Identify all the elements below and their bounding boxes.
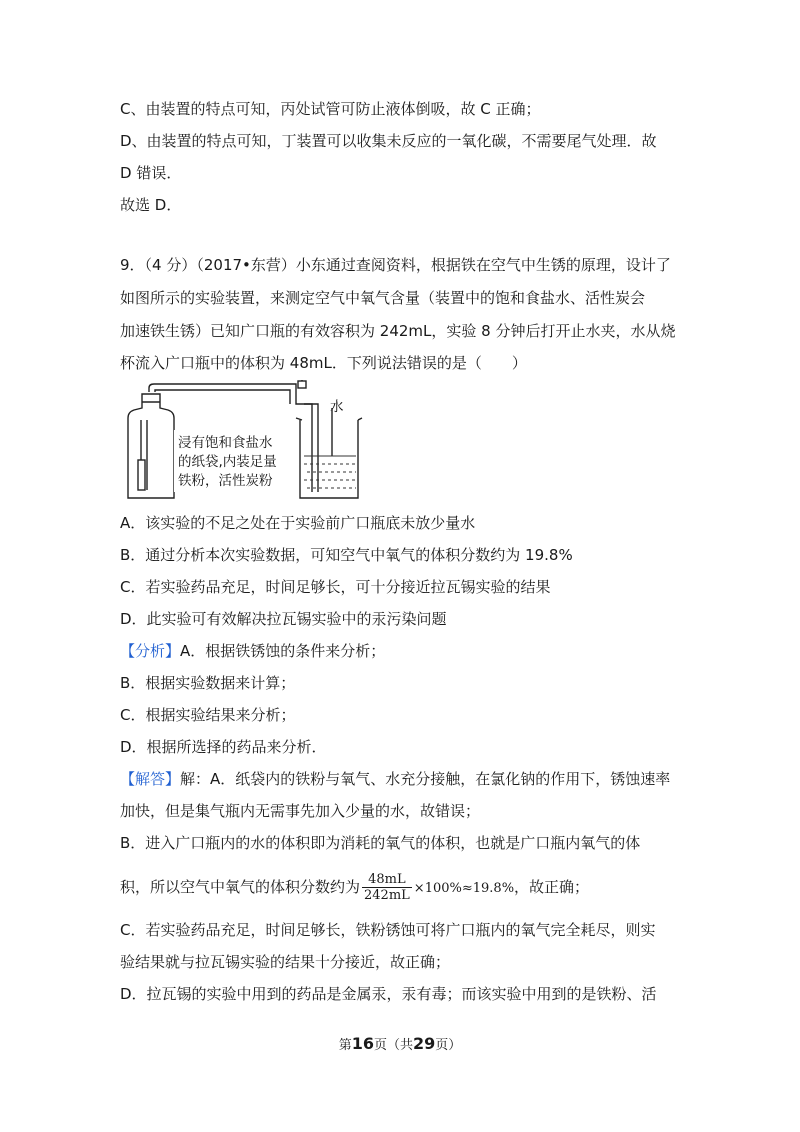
analysis-line-a: 【分析】A．根据铁锈蚀的条件来分析； — [120, 642, 386, 660]
answer-line-a1: 【解答】解：A．纸袋内的铁粉与氧气、水充分接触，在氯化钠的作用下，锈蚀速率 — [120, 770, 671, 788]
bag-label-3: 铁粉，活性炭粉 — [178, 473, 273, 489]
analysis-line-d: D．根据所选择的药品来分析． — [120, 738, 327, 756]
answer-line-b1: B．进入广口瓶内的水的体积即为消耗的氧气的体积，也就是广口瓶内氧气的体 — [120, 834, 641, 852]
answer-tag: 【解答】 — [120, 770, 181, 788]
water-label: 水 — [330, 399, 344, 415]
option-c: C．若实验药品充足，时间足够长，可十分接近拉瓦锡实验的结果 — [120, 578, 551, 596]
page-number: 16 — [351, 1034, 374, 1053]
analysis-line-b: B．根据实验数据来计算； — [120, 674, 296, 692]
apparatus-figure — [118, 380, 368, 505]
analysis-line-c: C．根据实验结果来分析； — [120, 706, 296, 724]
answer-line-c1: C．若实验药品充足，时间足够长，铁粉锈蚀可将广口瓶内的氧气完全耗尽，则实 — [120, 921, 656, 939]
answer-line-c2: 验结果就与拉瓦锡实验的结果十分接近，故正确； — [120, 953, 451, 971]
jar — [128, 394, 174, 498]
prev-choice: 故选 D． — [120, 196, 182, 214]
option-b: B．通过分析本次实验数据，可知空气中氧气的体积分数约为 19.8% — [120, 546, 573, 564]
answer-line-d1: D．拉瓦锡的实验中用到的药品是金属汞，汞有毒；而该实验中用到的是铁粉、活 — [120, 985, 657, 1003]
option-a: A．该实验的不足之处在于实验前广口瓶底未放少量水 — [120, 514, 476, 532]
analysis-tag: 【分析】 — [120, 642, 181, 660]
paper-bag — [138, 460, 145, 490]
answer-line-a2: 加快，但是集气瓶内无需事先加入少量的水，故错误； — [120, 802, 481, 820]
water-clamp — [298, 381, 306, 388]
prev-option-d-line2: D 错误． — [120, 164, 182, 182]
bag-label-1: 浸有饱和食盐水 — [178, 435, 273, 451]
question-line-2: 如图所示的实验装置，来测定空气中氧气含量（装置中的饱和食盐水、活性炭会 — [120, 289, 646, 307]
question-line-3: 加速铁生锈）已知广口瓶的有效容积为 242mL，实验 8 分钟后打开止水夹，水从烧 — [120, 322, 676, 340]
bag-label-2: 的纸袋,内装足量 — [178, 454, 277, 470]
question-line-1: 9．（4 分）（2017•东营）小东通过查阅资料，根据铁在空气中生锈的原理，设计了 — [120, 256, 671, 274]
prev-option-d-line1: D、由装置的特点可知，丁装置可以收集未反应的一氧化碳，不需要尾气处理．故 — [120, 132, 657, 150]
answer-line-b2: 积，所以空气中氧气的体积分数约为 $\frac{48mL}{242mL}$ ×100%≈19.8%，故正确； — [120, 872, 590, 903]
beaker — [300, 420, 358, 498]
page-footer: 第16页（共29页） — [338, 1034, 462, 1053]
page-total: 29 — [413, 1034, 436, 1053]
question-line-4: 杯流入广口瓶中的体积为 48mL．下列说法错误的是（ ） — [120, 354, 527, 372]
option-d: D．此实验可有效解决拉瓦锡实验中的汞污染问题 — [120, 610, 447, 628]
glass-tube — [149, 384, 310, 404]
fraction: $\frac{48mL}{242mL}$ — [364, 872, 410, 903]
prev-option-c: C、由装置的特点可知，丙处试管可防止液体倒吸，故 C 正确； — [120, 100, 541, 118]
